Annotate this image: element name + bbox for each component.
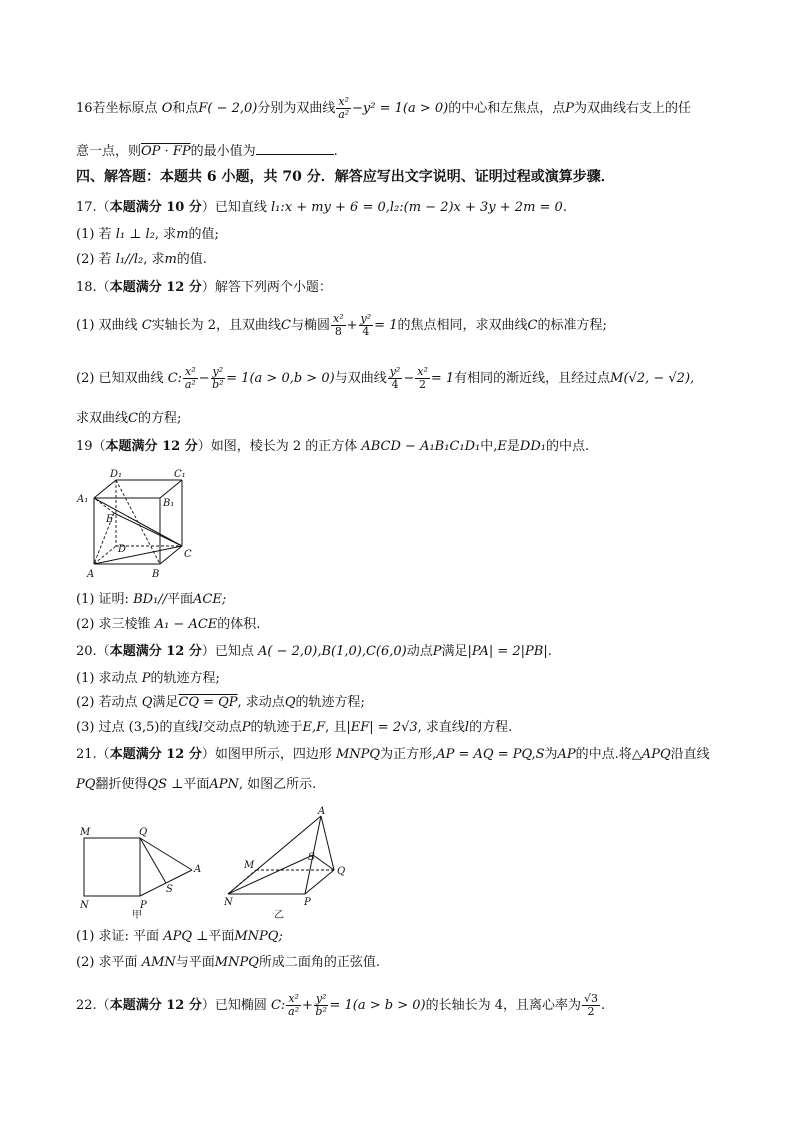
q21-line2: PQ翻折使得QS ⊥平面APN, 如图乙所示. (76, 777, 317, 792)
score-label: 本题满分 12 分 (109, 747, 202, 762)
label-S: S (166, 884, 173, 895)
q16-text: 和点 (172, 101, 199, 116)
score-label: 本题满分 10 分 (109, 200, 202, 215)
label-E: E (106, 514, 114, 525)
answer-blank[interactable] (256, 142, 334, 155)
figure-caption: 甲 (132, 910, 142, 921)
fraction: $\frac{\text{y²}}{4}$ (389, 365, 401, 391)
q16-line1 (76, 96, 691, 121)
figure-jia (74, 822, 210, 922)
fraction: $\frac{\text{y²}}{\text{b²}}$ (212, 365, 224, 391)
q16-text: 分别为双曲线 (257, 101, 336, 116)
q20-sub2: (2) 若动点 Q满足CQ = QP, 求动点Q的轨迹方程; (76, 695, 365, 710)
q19-sub2: (2) 求三棱锥 A₁ − ACE的体积. (76, 617, 261, 632)
label-Q: Q (139, 827, 148, 838)
label-M: M (80, 827, 91, 838)
fraction: $\frac{\text{x²}}{2}$ (417, 365, 428, 391)
q21-sub2: (2) 求平面 AMN与平面MNPQ所成二面角的正弦值. (76, 955, 381, 970)
label-Q: Q (337, 866, 346, 877)
fraction: $\frac{\text{y²}}{\text{b²}}$ (315, 992, 327, 1018)
fraction: $\frac{√3}{2}$ (583, 992, 598, 1018)
label-N: N (80, 900, 89, 911)
q18-sub2-cont: 求双曲线C的方程; (76, 411, 182, 426)
q17-line: 17.（本题满分 10 分）已知直线 l₁:x + my + 6 = 0,l₂:(m − 2)x + 3y + 2m = 0. (76, 200, 567, 215)
label-P: P (140, 900, 147, 911)
cube-figure (74, 466, 204, 582)
math-expr: l₁:x + my + 6 = 0,l₂:(m − 2)x + 3y + 2m = 0. (270, 200, 567, 215)
math-F: F( − 2,0) (198, 101, 258, 116)
label-A: A (194, 864, 202, 875)
label-B1: B₁ (163, 498, 175, 509)
fraction: $\frac{\text{x²}}{\text{a²}}$ (184, 365, 196, 391)
label-C1: C₁ (174, 469, 186, 480)
label-A: A (318, 806, 326, 817)
fraction: $\frac{\text{x²}}{\text{a²}}$ (288, 992, 300, 1018)
fraction: $\frac{\text{x²}}{\text{a²}}$ (338, 95, 350, 121)
label-D1: D₁ (110, 469, 123, 480)
q17-sub1: (1) 若 l₁ ⊥ l₂, 求m的值; (76, 227, 219, 242)
q16-line2 (76, 142, 338, 161)
label-P: P (304, 897, 311, 908)
q18-sub2: (2) 已知双曲线 C: $\frac{\text{x²}}{\text{a²}}$ − $\frac{\text{y²}}{\text{b²}}$ = 1(a > 0,b > 0)与双曲线 $\frac{\text{y²}}{4}$ − $\frac{\text{x²}}{2}$ = 1有相同的渐近线，且经过点M(√2, − √2), (76, 365, 695, 391)
label-C: C (184, 549, 192, 560)
math-vector-product: OP · FP (141, 144, 191, 159)
score-label: 本题满分 12 分 (105, 439, 198, 454)
q21-sub1: (1) 求证: 平面 APQ ⊥平面MNPQ; (76, 929, 283, 944)
math-expr: −y² = 1(a > 0) (352, 101, 449, 116)
figure-caption: 乙 (274, 910, 284, 921)
score-label: 本题满分 12 分 (109, 280, 202, 295)
score-label: 本题满分 12 分 (109, 998, 202, 1013)
math-O: O (161, 101, 173, 116)
label-S: S (308, 852, 315, 863)
q16-text: 16若坐标原点 (76, 101, 162, 116)
q16-text: 意一点，则 (76, 144, 142, 159)
fraction: $\frac{\text{x²}}{8}$ (333, 312, 344, 338)
label-M: M (244, 860, 255, 871)
q21-line: 21.（本题满分 12 分）如图甲所示，四边形 MNPQ为正方形,AP = AQ = PQ,S为AP的中点.将△APQ沿直线 (76, 747, 710, 762)
score-label: 本题满分 12 分 (109, 644, 202, 659)
q18-line: 18.（本题满分 12 分）解答下列两个小题： (76, 280, 332, 295)
q19-sub1: (1) 证明: BD₁//平面ACE; (76, 592, 227, 607)
q17-sub2: (2) 若 l₁//l₂, 求m的值. (76, 252, 207, 267)
q19-line: 19（本题满分 12 分）如图，棱长为 2 的正方体 ABCD − A₁B₁C₁D₁中,E是DD₁的中点. (76, 439, 590, 454)
q16-text: 的最小值为 (190, 144, 256, 159)
q22-line: 22.（本题满分 12 分）已知椭圆 C: $\frac{\text{x²}}{\text{a²}}$ + $\frac{\text{y²}}{\text{b²}}$ = 1(a > b > 0)的长轴长为 4，且离心率为 $\frac{√3}{2}$ . (76, 992, 606, 1018)
q16-text: 的中心和左焦点，点 (448, 101, 566, 116)
label-N: N (224, 897, 233, 908)
q16-text: 为双曲线右支上的任 (573, 101, 691, 116)
fraction: $\frac{\text{y²}}{4}$ (360, 312, 372, 338)
q18-sub1: (1) 双曲线 C实轴长为 2，且双曲线C与椭圆 $\frac{\text{x²}}{8}$ + $\frac{\text{y²}}{4}$ = 1的焦点相同，求双曲线C的标准方程; (76, 312, 607, 338)
q20-sub1: (1) 求动点 P的轨迹方程; (76, 671, 220, 686)
label-D: D (118, 544, 127, 555)
q20-sub3: (3) 过点 (3,5)的直线l交动点P的轨迹于E,F, 且|EF| = 2√3, 求直线l的方程. (76, 720, 513, 735)
q20-line: 20.（本题满分 12 分）已知点 A( − 2,0),B(1,0),C(6,0)动点P满足|PA| = 2|PB|. (76, 644, 552, 659)
math-P: P (565, 101, 574, 116)
section-heading: 四、解答题：本题共 6 小题，共 70 分．解答应写出文字说明、证明过程或演算步骤． (76, 169, 615, 185)
label-A1: A₁ (77, 494, 89, 505)
label-B: B (152, 569, 160, 580)
q16-text: . (333, 144, 338, 159)
figure-yi (220, 804, 360, 922)
label-A: A (87, 569, 95, 580)
